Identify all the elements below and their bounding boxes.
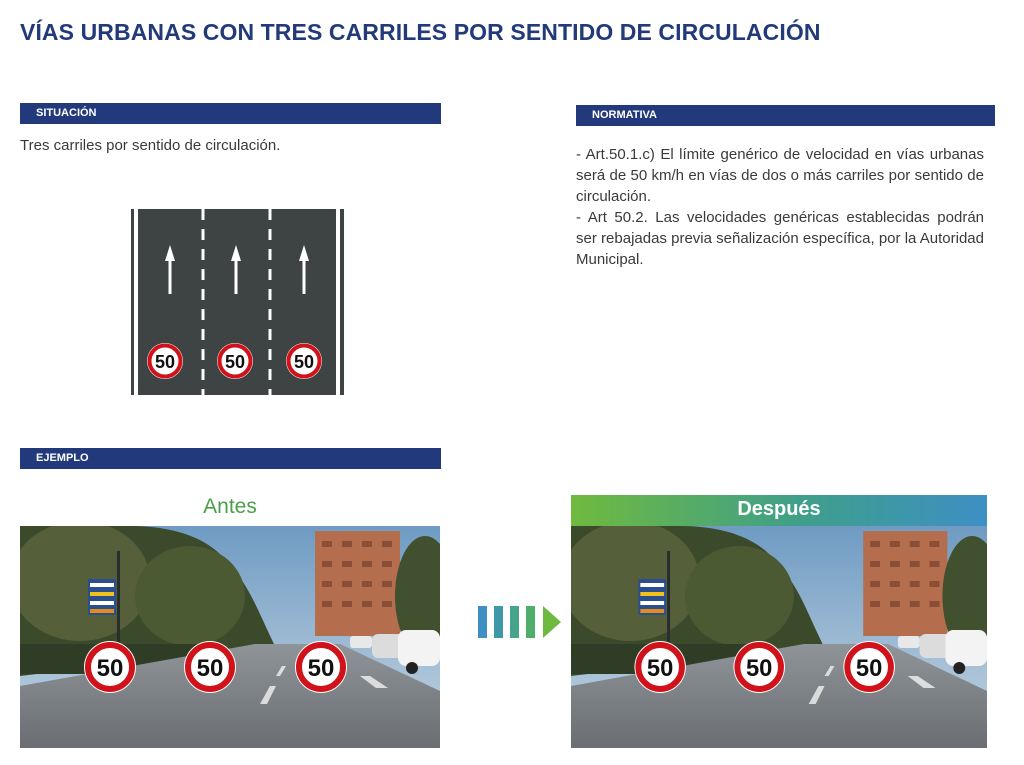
- page-title: VÍAS URBANAS CON TRES CARRILES POR SENTIDO DE CIRCULACIÓN: [20, 19, 821, 45]
- speed-limit-sign-icon: [295, 641, 347, 693]
- speed-limit-value: 50: [646, 654, 674, 683]
- speed-limit-sign-icon: [147, 343, 183, 379]
- before-label: Antes: [203, 495, 257, 518]
- street-photo-before: [20, 526, 440, 748]
- normativa-paragraph: - Art 50.2. Las velocidades genéricas establecidas podrán ser rebajadas previa señalización específica, por la Autoridad Municipal.: [576, 209, 984, 268]
- section-header-situacion: SITUACIÓN: [20, 103, 441, 124]
- section-header-normativa: NORMATIVA: [576, 105, 995, 126]
- after-label: Después: [571, 495, 987, 526]
- lamp-post: [667, 551, 670, 651]
- road-edge-line-right: [336, 209, 340, 395]
- speed-limit-sign-icon: [84, 641, 136, 693]
- speed-limit-value: 50: [855, 654, 883, 683]
- speed-limit-sign-icon: [733, 641, 785, 693]
- speed-limit-sign-icon: [184, 641, 236, 693]
- speed-limit-sign-icon: [843, 641, 895, 693]
- speed-limit-value: 50: [307, 655, 335, 682]
- speed-limit-sign-icon: [286, 343, 322, 379]
- lamp-post: [117, 551, 120, 651]
- speed-limit-sign-icon: [217, 343, 253, 379]
- speed-limit-value: 50: [196, 655, 224, 682]
- three-lane-road-diagram: [131, 209, 344, 395]
- speed-limit-sign-icon: [634, 641, 686, 693]
- section-header-ejemplo: EJEMPLO: [20, 448, 441, 469]
- transition-arrow-icon: [478, 606, 562, 638]
- normativa-paragraph: - Art.50.1.c) El límite genérico de velocidad en vías urbanas será de 50 km/h en vías de dos o más carriles por sentido de circulación.: [576, 146, 984, 205]
- speed-limit-value: 50: [96, 655, 124, 682]
- speed-limit-value: 50: [154, 352, 176, 372]
- speed-limit-value: 50: [745, 654, 773, 683]
- speed-limit-value: 50: [293, 352, 315, 372]
- normativa-text: [576, 144, 984, 270]
- situation-description: Tres carriles por sentido de circulación.: [20, 137, 281, 154]
- street-photo-after: [571, 526, 987, 748]
- speed-limit-value: 50: [224, 352, 246, 372]
- road-edge-line-left: [134, 209, 138, 395]
